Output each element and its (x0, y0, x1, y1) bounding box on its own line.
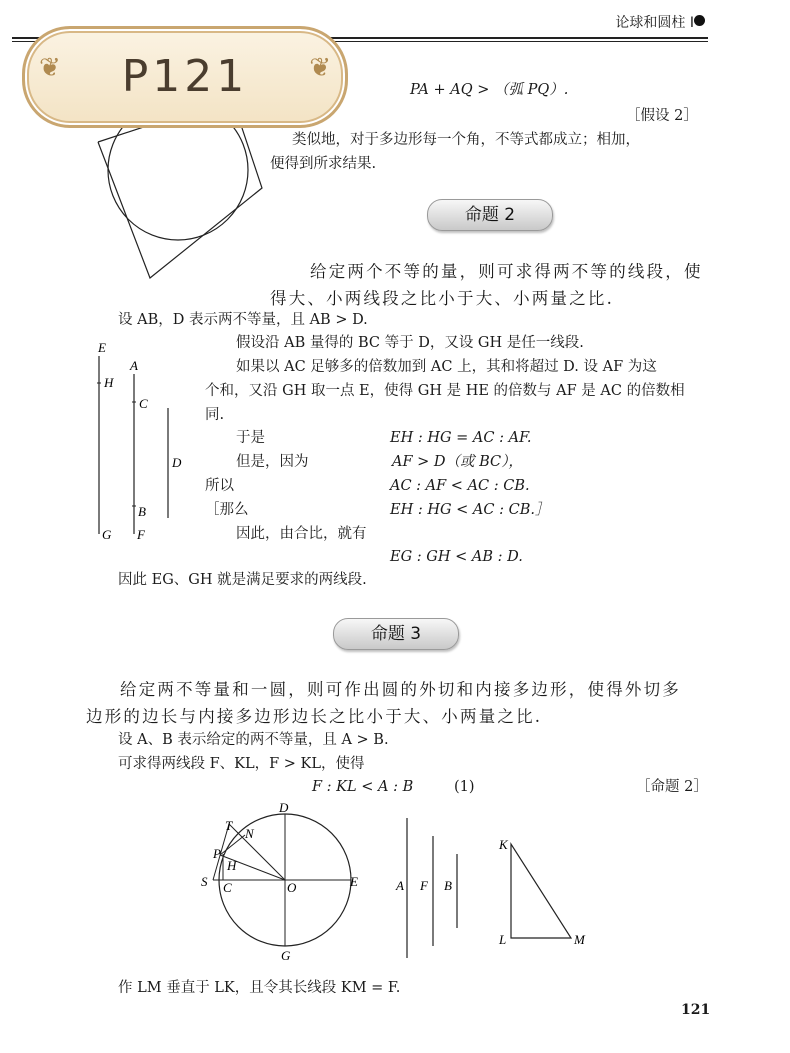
circle-label-p: P (213, 846, 221, 861)
inequality-line: PA + AQ > （弧 PQ）. (410, 82, 569, 98)
header-bullet-icon (694, 15, 705, 26)
proposition-3-title: 命题 3 (333, 618, 459, 650)
segment-label-a: A (396, 878, 404, 893)
badge-text: P121 (121, 51, 249, 102)
figure-line-segments (92, 336, 192, 546)
badge-ornament-right-icon: ❦ (309, 53, 331, 83)
reference-note: ［命题 2］ (636, 779, 708, 795)
seg-label-b: B (138, 504, 146, 519)
figure-circle-and-triangle (195, 800, 595, 965)
result-equation: EG : GH < AB : D. (390, 549, 523, 565)
proposition-3-statement: 给定两不等量和一圆，则可作出圆的外切和内接多边形，使得外切多 (120, 680, 681, 699)
reference-note: ［假设 2］ (626, 108, 698, 124)
running-header-title: 论球和圆柱 I (615, 15, 694, 31)
row-equation: AC : AF < AC : CB. (390, 478, 530, 494)
triangle-label-m: M (574, 932, 585, 947)
segment-label-b: B (444, 878, 452, 893)
page-badge (22, 26, 348, 128)
conclusion-line: 因此 EG、GH 就是满足要求的两线段. (118, 572, 367, 588)
equation-number: (1) (454, 779, 475, 795)
triangle-label-l: L (499, 932, 507, 947)
circle-label-s: S (201, 874, 208, 889)
seg-label-h: H (104, 375, 114, 390)
text-line: 个和，又沿 GH 取一点 E，使得 GH 是 HE 的倍数与 AF 是 AC 的倍数相 (205, 383, 685, 399)
text-line: 设 AB，D 表示两不等量，且 AB > D. (118, 312, 368, 328)
triangle-label-k: K (499, 837, 508, 852)
row-equation: AF > D（或 BC）， (392, 454, 523, 470)
circle-label-o: O (287, 880, 297, 895)
text-line: 作 LM 垂直于 LK，且令其长线段 KM = F. (118, 980, 401, 996)
text-line: 如果以 AC 足够多的倍数加到 AC 上，其和将超过 D. 设 AF 为这 (236, 359, 657, 375)
seg-label-a: A (130, 358, 138, 373)
text-line: 类似地，对于多边形每一个角，不等式都成立；相加， (292, 132, 640, 148)
circle-label-h: H (227, 858, 237, 873)
proposition-2-statement: 给定两个不等的量，则可求得两不等的线段，使 (310, 262, 703, 281)
seg-label-e: E (98, 340, 106, 355)
row-left: 但是，因为 (236, 454, 309, 470)
text-line: 设 A、B 表示给定的两不等量，且 A > B. (118, 732, 389, 748)
text-line: 同. (205, 407, 225, 423)
circle-label-d: D (279, 800, 289, 815)
seg-label-f: F (137, 527, 145, 542)
equation-1: F : KL < A : B (312, 779, 414, 795)
segment-label-f: F (420, 878, 428, 893)
badge-ornament-left-icon: ❦ (39, 53, 61, 83)
circle-label-t: T (225, 818, 233, 833)
seg-label-d: D (172, 455, 182, 470)
page-number: 121 (681, 1002, 711, 1018)
row-left: 所以 (205, 478, 234, 494)
proposition-2-title: 命题 2 (427, 199, 553, 231)
circle-label-n: N (245, 826, 254, 841)
seg-label-c: C (139, 396, 148, 411)
row-left: 于是 (236, 430, 265, 446)
text-line: 便得到所求结果. (270, 156, 377, 172)
circle-label-g: G (281, 948, 291, 963)
proposition-2-statement-cont: 得大、小两线段之比小于大、小两量之比. (270, 289, 615, 308)
circle-label-e: E (350, 874, 358, 889)
text-line: 可求得两线段 F、KL，F > KL，使得 (118, 756, 365, 772)
text-line: 因此，由合比，就有 (236, 526, 367, 542)
row-equation: EH : HG < AC : CB.］ (390, 502, 550, 518)
row-equation: EH : HG = AC : AF. (390, 430, 532, 446)
row-left: ［那么 (205, 502, 249, 518)
seg-label-g: G (102, 527, 112, 542)
text-line: 假设沿 AB 量得的 BC 等于 D，又设 GH 是任一线段. (236, 335, 584, 351)
proposition-3-statement-cont: 边形的边长与内接多边形边长之比小于大、小两量之比. (86, 707, 543, 726)
circle-label-c: C (223, 880, 232, 895)
